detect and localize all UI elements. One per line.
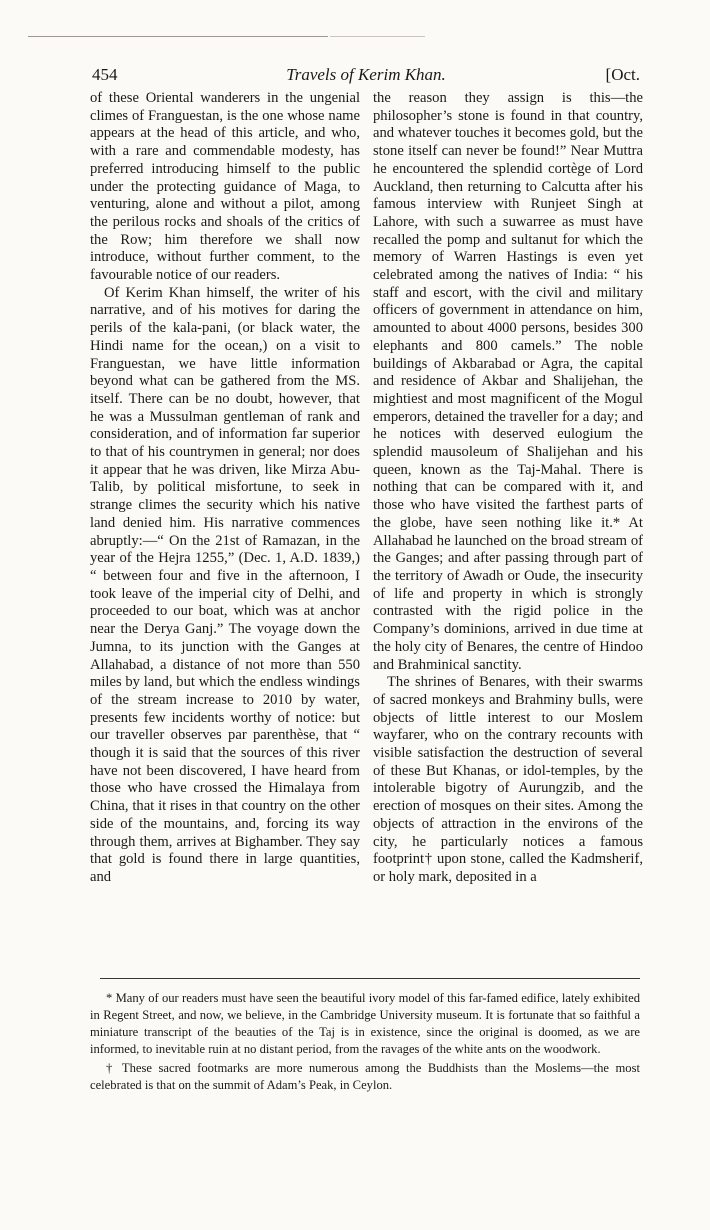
issue-month: [Oct. — [605, 65, 640, 84]
page-number: 454 — [92, 65, 118, 84]
paragraph: the reason they assign is this—the philosopher’s stone is found in that country, and whatever touches it becomes gold, but the stone itself can never be found!” Near Muttra he encountered the splendid cortège of Lord Auckland, then returning to Calcutta after his famous interview with Runjeet Singh at Lahore, with such a suwarree as must have recalled the pomp and sultanut for which the memory of Warren Hastings is even yet celebrated among the natives of India: “ his staff and escort, with the civil and military officers of government in attendance on him, amounted to about 4000 persons, besides 300 elephants and 800 camels.” The noble buildings of Akbarabad or Agra, the capital and residence of Akbar and Shalijehan, the mightiest and most magnificent of the Mogul emperors, detained the traveller for a day; and he notices with deserved eulogium the splendid mausoleum of Shalijehan and his queen, known as the Taj-Mahal. There is nothing that can be compared with it, and those who have visited the farthest parts of the globe, have seen nothing like it.* At Allahabad he launched on the broad stream of the Ganges; and after passing through part of the territory of Awadh or Oude, the insecurity of life and property in which is strongly contrasted with the rigid police in the Company’s dominions, arrived in due time at the holy city of Benares, the centre of Hindoo and Brahminical sanctity. — [373, 90, 643, 673]
footnote: † These sacred footmarks are more numerous among the Buddhists than the Moslems—the most celebrated is that on the summit of Adam’s Peak, in Ceylon. — [90, 1061, 640, 1092]
running-title: Travels of Kerim Khan. — [286, 65, 446, 84]
page-edge-rule — [28, 36, 328, 37]
right-column — [373, 90, 643, 887]
left-column — [90, 90, 360, 887]
footnotes — [90, 990, 640, 1096]
page-edge-rule-faint — [330, 36, 425, 37]
paragraph: The shrines of Benares, with their swarms of sacred monkeys and Brahminy bulls, were objects of little interest to our Moslem wayfarer, who on the contrary recounts with visible satisfaction the destruction of several of these But Khanas, or idol-temples, by the intolerable bigotry of Aurungzib, and the erection of mosques on their sites. Among the objects of attraction in the environs of the city, he particularly notices a famous footprint† upon stone, called the Kadmsherif, or holy mark, deposited in a — [373, 674, 643, 885]
paragraph: of these Oriental wanderers in the ungenial climes of Franguestan, is the one whose name appears at the head of this article, and who, with a rare and commendable modesty, has preferred introducing himself to the public under the protecting guidance of Maga, to venturing, alone and without a pilot, among the perilous rocks and shoals of the critics of the Row; him therefore we shall now introduce, without further comment, to the favourable notice of our readers. — [90, 90, 360, 284]
footnote-rule — [100, 978, 640, 979]
running-header — [92, 64, 640, 88]
footnote: * Many of our readers must have seen the beautiful ivory model of this far-famed edifice, lately exhibited in Regent Street, and now, we believe, in the Cambridge University museum. It is fortunate that so faithful a miniature transcript of the beauties of the Taj is in existence, since the original is doomed, as we are informed, to inevitable ruin at no distant period, from the ravages of the white ants on the woodwork. — [90, 991, 640, 1056]
paragraph: Of Kerim Khan himself, the writer of his narrative, and of his motives for daring the perils of the kala-pani, (or black water, the Hindi name for the ocean,) on a visit to Franguestan, we have little information beyond what can be gathered from the MS. itself. There can be no doubt, however, that he was a Mussulman gentleman of rank and consideration, and of information far superior to that of his countrymen in general; nor does it appear that he was driven, like Mirza Abu-Talib, by political misfortune, to seek in strange climes the security which his native land denied him. His narrative commences abruptly:—“ On the 21st of Ramazan, in the year of the Hejra 1255,” (Dec. 1, A.D. 1839,) “ between four and five in the afternoon, I took leave of the imperial city of Delhi, and proceeded to our boat, which was at anchor near the Derya Ganj.” The voyage down the Jumna, to its junction with the Ganges at Allahabad, a distance of not more than 550 miles by land, but which the endless windings of the stream increase to 2010 by water, presents few incidents worthy of notice: but our traveller observes par parenthèse, that “ though it is said that the sources of this river have not been discovered, I have heard from those who have crossed the Himalaya from China, that it rises in that country on the other side of the mountains, and, forcing its way through them, arrives at Bighamber. They say that gold is found there in large quantities, and — [90, 284, 360, 885]
